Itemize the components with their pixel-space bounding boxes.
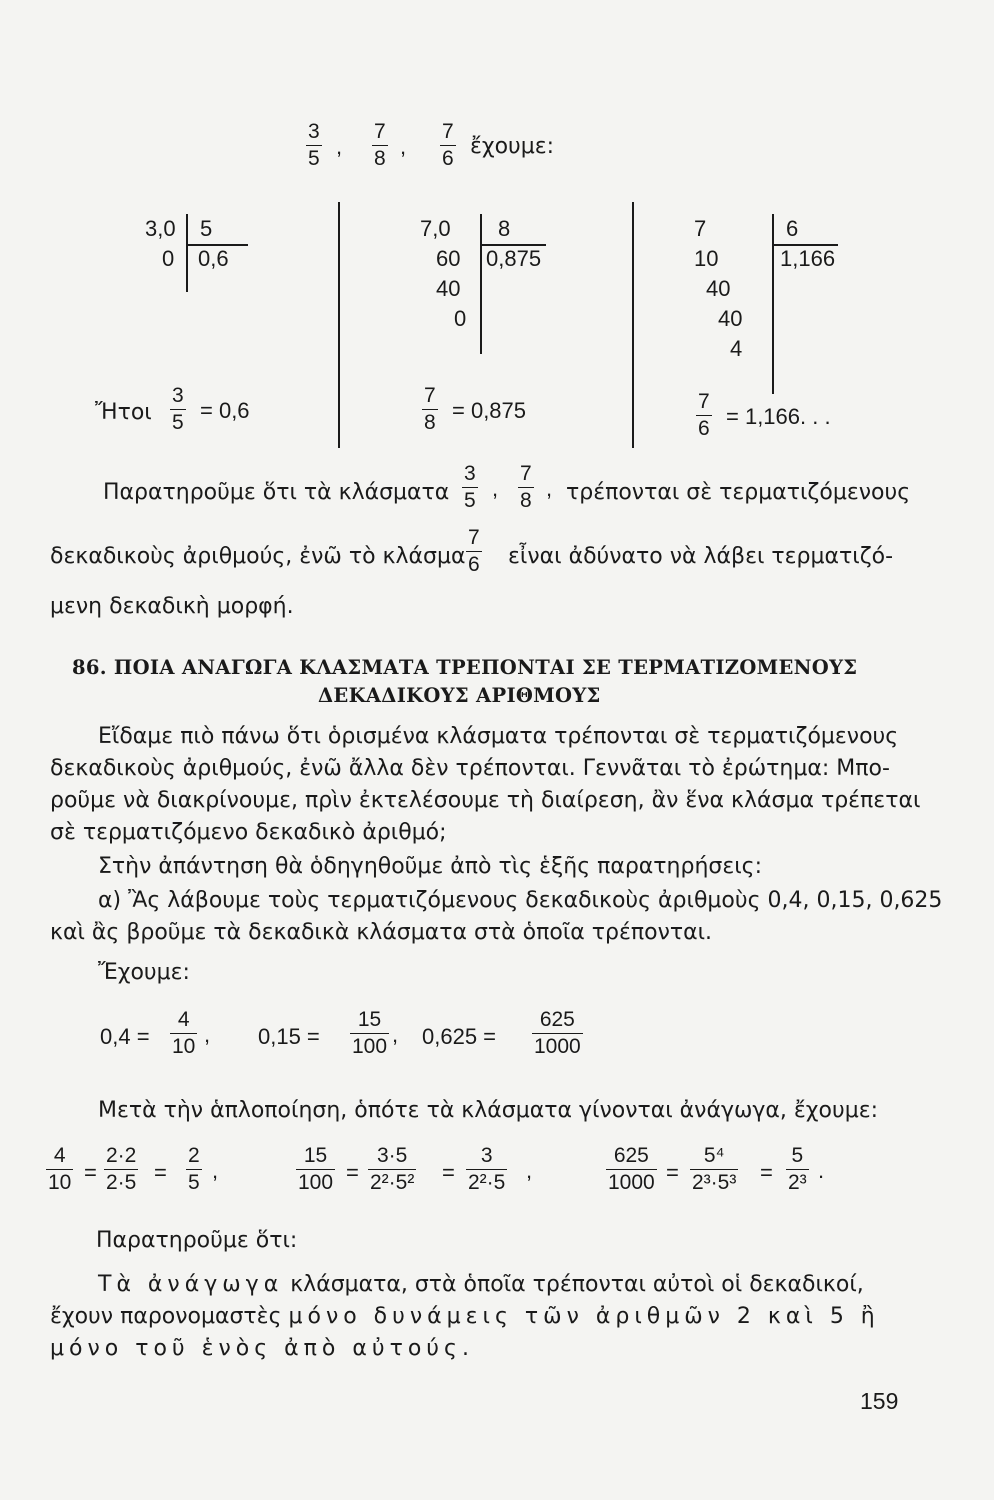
division-dividend: 7,0 [420,216,451,241]
comma: , [392,1022,399,1047]
division-step: 4 [730,336,743,361]
intro-fraction: 7 6 [442,120,454,170]
paragraph-line: ροῦμε νὰ διακρίνουμε, πρὶν ἐκτελέσουμε τὴ διαίρεση, ἂν ἕνα κλάσμα τρέπεται [50,788,921,813]
echoume-label: Ἔχουμε: [98,960,190,985]
result-fraction: 3 5 [172,384,184,434]
paragraph-line: δεκαδικοὺς ἀριθμούς, ἐνῶ ἄλλα δὲν τρέπονται. Γεννᾶται τὸ ἐρώτημα: Μπο- [50,756,890,781]
observation-text: δεκαδικοὺς ἀριθμούς, ἐνῶ τὸ κλάσμα [50,544,466,569]
division-step: 10 [694,246,719,271]
equals: = [346,1160,359,1185]
comma: , [526,1158,533,1183]
section-heading: 86. ΠΟΙΑ ΑΝΑΓΩΓΑ ΚΛΑΣΜΑΤΑ ΤΡΕΠΟΝΤΑΙ ΣΕ ΤΕΡΜΑΤΙΖΟΜΕΝΟΥΣ [72,656,858,679]
division-step: 60 [436,246,461,271]
decimal-value: 0,4 = [100,1024,150,1049]
result-value: = 1,166. . . [726,404,831,429]
division-divisor: 8 [498,216,511,241]
comma: , [212,1158,219,1183]
inline-fraction: 3 5 [464,462,476,512]
division-step: 40 [718,306,743,331]
column-divider [632,202,634,448]
equals: = [760,1160,773,1185]
division-step: 0 [162,246,175,271]
division-line [480,214,482,354]
results-prefix: Ἤτοι [95,400,152,425]
result-fraction: 7 6 [698,390,710,440]
intro-fraction: 3 5 [308,120,320,170]
inline-fraction: 7 8 [520,462,532,512]
simplified-fraction: 3·5 2²·5² [370,1144,415,1194]
conclusion-line: μόνο τοῦ ἑνὸς ἀπὸ αὐτούς. [50,1336,474,1361]
intro-fraction: 7 8 [374,120,386,170]
conclusion-line: Τὰ ἀνάγωγα κλάσματα, στὰ ὁποῖα τρέπονται αὐτοὶ οἱ δεκαδικοί, [98,1272,864,1297]
conclusion-line: ἔχουν παρονομαστὲς μόνο δυνάμεις τῶν ἀριθμῶν 2 καὶ 5 ἢ [50,1304,880,1329]
simplified-fraction: 3 2²·5 [468,1144,506,1194]
observation-text: μενη δεκαδικὴ μορφή. [50,594,294,619]
division-divisor: 5 [200,216,213,241]
simplified-fraction: 2·2 2·5 [106,1144,137,1194]
equals: = [666,1160,679,1185]
simplified-fraction: 625 1000 [608,1144,655,1194]
decimal-fraction: 625 1000 [534,1008,581,1058]
column-divider [338,202,340,448]
division-quotient: 1,166 [780,246,836,271]
paragraph-line: σὲ τερματιζόμενο δεκαδικὸ ἀριθμό; [50,820,447,845]
decimal-value: 0,625 = [422,1024,497,1049]
comma: , [204,1022,211,1047]
paragraph-line: Παρατηροῦμε ὅτι: [96,1228,298,1253]
simplified-fraction: 5 2³ [788,1144,807,1194]
paragraph-line: Εἴδαμε πιὸ πάνω ὅτι ὁρισμένα κλάσματα τρέπονται σὲ τερματιζόμενους [98,724,899,749]
paragraph-line: Μετὰ τὴν ἁπλοποίηση, ὁπότε τὰ κλάσματα γίνονται ἀνάγωγα, ἔχουμε: [98,1098,879,1123]
comma: , [400,134,407,159]
inline-fraction: 7 6 [468,526,480,576]
decimal-fraction: 15 100 [352,1008,388,1058]
decimal-fraction: 4 10 [172,1008,196,1058]
simplified-fraction: 5⁴ 2³·5³ [692,1144,737,1194]
division-step: 0 [454,306,467,331]
page-number: 159 [860,1388,899,1414]
division-dividend: 3,0 [145,216,176,241]
observation-text: Παρατηροῦμε ὅτι τὰ κλάσματα [103,480,450,505]
decimal-value: 0,15 = [258,1024,320,1049]
equals: = [154,1160,167,1185]
intro-tail: ἔχουμε: [470,134,555,159]
division-divisor: 6 [786,216,799,241]
result-value: = 0,875 [452,398,527,423]
period: . [818,1158,825,1183]
paragraph-line: καὶ ἂς βροῦμε τὰ δεκαδικὰ κλάσματα στὰ ὁποῖα τρέπονται. [50,920,713,945]
comma: , [336,134,343,159]
paragraph-line: Στὴν ἀπάντηση θὰ ὁδηγηθοῦμε ἀπὸ τὶς ἑξῆς παρατηρήσεις: [98,854,763,879]
comma: , [492,476,499,501]
simplified-fraction: 15 100 [298,1144,334,1194]
comma: , [546,476,553,501]
observation-text: εἶναι ἀδύνατο νὰ λάβει τερματιζό- [508,544,894,569]
section-heading-line2: ΔΕΚΑΔΙΚΟΥΣ ΑΡΙΘΜΟΥΣ [318,684,601,707]
simplified-fraction: 4 10 [48,1144,72,1194]
division-line [186,214,188,292]
simplified-fraction: 2 5 [188,1144,200,1194]
division-step: 40 [436,276,461,301]
division-line [186,244,248,246]
result-value: = 0,6 [200,398,250,423]
division-line [480,244,546,246]
division-quotient: 0,6 [198,246,229,271]
division-dividend: 7 [694,216,707,241]
division-quotient: 0,875 [486,246,542,271]
result-fraction: 7 8 [424,384,436,434]
division-step: 40 [706,276,731,301]
paragraph-line: α) Ἂς λάβουμε τοὺς τερματιζόμενους δεκαδικοὺς ἀριθμοὺς 0,4, 0,15, 0,625 [98,888,943,913]
division-line [772,214,774,394]
equals: = [84,1160,97,1185]
observation-text: τρέπονται σὲ τερματιζόμενους [566,480,911,505]
equals: = [442,1160,455,1185]
